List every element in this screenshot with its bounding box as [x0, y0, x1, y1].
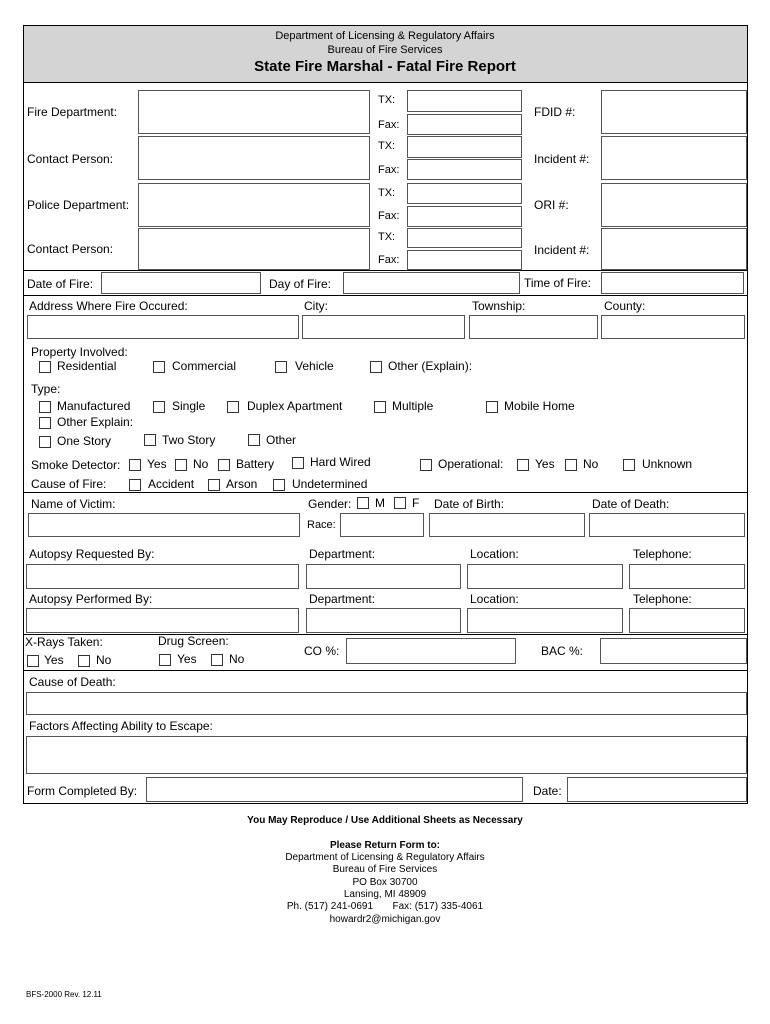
divider: [24, 670, 747, 671]
return-city: Lansing, MI 48909: [343, 889, 427, 900]
property-involved-label: Property Involved:: [31, 345, 128, 359]
multiple-label: Multiple: [392, 399, 434, 413]
day-of-fire-input[interactable]: [343, 272, 520, 294]
factors-input[interactable]: [26, 736, 747, 774]
contact-person-label: Contact Person:: [27, 152, 114, 166]
smoke-yes-checkbox[interactable]: [129, 459, 141, 471]
fax-input[interactable]: [407, 159, 522, 180]
co-input[interactable]: [346, 638, 516, 664]
gender-m-label: M: [375, 496, 385, 510]
two-story-label: Two Story: [162, 433, 216, 447]
ori-input[interactable]: [601, 183, 747, 227]
accident-label: Accident: [148, 477, 195, 491]
cause-of-fire-label: Cause of Fire:: [31, 477, 107, 491]
drug-no-checkbox[interactable]: [211, 654, 223, 666]
divider: [24, 634, 747, 635]
tx-label: TX:: [378, 140, 396, 152]
race-label: Race:: [307, 519, 336, 531]
mobile-home-label: Mobile Home: [504, 399, 575, 413]
header-dept: Department of Licensing & Regulatory Affairs: [275, 30, 495, 42]
time-of-fire-input[interactable]: [601, 272, 744, 294]
commercial-checkbox[interactable]: [153, 361, 165, 373]
autopsy-performed-label: Autopsy Performed By:: [29, 592, 153, 606]
drug-no-label: No: [229, 652, 245, 666]
county-input[interactable]: [601, 315, 745, 339]
date-of-birth-label: Date of Birth:: [434, 497, 505, 511]
operational-no-checkbox[interactable]: [565, 459, 577, 471]
operational-yes-checkbox[interactable]: [517, 459, 529, 471]
department-input[interactable]: [306, 608, 461, 633]
residential-label: Residential: [57, 359, 117, 373]
other-label: Other: [266, 433, 297, 447]
tx-input[interactable]: [407, 136, 522, 158]
location-label: Location:: [470, 592, 519, 606]
location-input[interactable]: [467, 564, 623, 589]
tx-input[interactable]: [407, 183, 522, 204]
gender-m-checkbox[interactable]: [357, 497, 369, 509]
telephone-input[interactable]: [629, 564, 745, 589]
divider: [24, 270, 747, 271]
arson-label: Arson: [226, 477, 258, 491]
police-department-input[interactable]: [138, 183, 370, 227]
telephone-label: Telephone:: [633, 547, 692, 561]
fire-department-label: Fire Department:: [27, 105, 118, 119]
other-type-label: Other Explain:: [57, 415, 134, 429]
return-email: howardr2@michigan.gov: [329, 914, 441, 925]
department-label: Department:: [309, 592, 376, 606]
other-explain-checkbox[interactable]: [370, 361, 382, 373]
unknown-checkbox[interactable]: [623, 459, 635, 471]
location-label: Location:: [470, 547, 519, 561]
autopsy-performed-input[interactable]: [26, 608, 299, 633]
two-story-checkbox[interactable]: [144, 434, 156, 446]
contact-person-input[interactable]: [138, 228, 370, 270]
bac-label: BAC %:: [541, 644, 584, 658]
drug-yes-label: Yes: [177, 652, 197, 666]
header-bureau: Bureau of Fire Services: [327, 44, 443, 56]
drug-yes-checkbox[interactable]: [159, 654, 171, 666]
fire-department-input[interactable]: [138, 90, 370, 134]
contact-person-label: Contact Person:: [27, 242, 114, 256]
operational-label: Operational:: [438, 457, 504, 471]
one-story-label: One Story: [57, 434, 112, 448]
autopsy-requested-label: Autopsy Requested By:: [29, 547, 155, 561]
drug-screen-label: Drug Screen:: [158, 634, 229, 648]
telephone-input[interactable]: [629, 608, 745, 633]
manufactured-label: Manufactured: [57, 399, 131, 413]
gender-f-checkbox[interactable]: [394, 497, 406, 509]
duplex-apartment-label: Duplex Apartment: [247, 399, 343, 413]
fax-label: Fax:: [378, 254, 400, 266]
tx-input[interactable]: [407, 228, 522, 248]
single-checkbox[interactable]: [153, 401, 165, 413]
form-completed-by-input[interactable]: [146, 777, 523, 802]
tx-label: TX:: [378, 231, 396, 243]
divider: [24, 295, 747, 296]
fax-label: Fax:: [378, 164, 400, 176]
return-bureau: Bureau of Fire Services: [332, 864, 438, 875]
hard-wired-checkbox[interactable]: [292, 457, 304, 469]
date-input[interactable]: [567, 777, 747, 802]
undetermined-label: Undetermined: [292, 477, 368, 491]
x-rays-label: X-Rays Taken:: [25, 635, 103, 649]
residential-checkbox[interactable]: [39, 361, 51, 373]
incident-input[interactable]: [601, 136, 747, 180]
return-dept: Department of Licensing & Regulatory Affairs: [285, 852, 485, 863]
cause-of-death-label: Cause of Death:: [29, 675, 116, 689]
fax-input[interactable]: [407, 114, 522, 135]
department-label: Department:: [309, 547, 376, 561]
tx-label: TX:: [378, 187, 396, 199]
police-department-label: Police Department:: [27, 198, 130, 212]
fax-label: Fax:: [378, 119, 400, 131]
multiple-checkbox[interactable]: [374, 401, 386, 413]
township-input[interactable]: [469, 315, 598, 339]
location-input[interactable]: [467, 608, 623, 633]
gender-f-label: F: [412, 496, 420, 510]
x-rays-yes-label: Yes: [44, 653, 64, 667]
day-of-fire-label: Day of Fire:: [269, 277, 332, 291]
bac-input[interactable]: [600, 638, 747, 664]
return-heading: Please Return Form to:: [329, 840, 441, 851]
tx-label: TX:: [378, 94, 396, 106]
duplex-apartment-checkbox[interactable]: [227, 401, 239, 413]
township-label: Township:: [472, 299, 526, 313]
hard-wired-label: Hard Wired: [310, 455, 371, 469]
gender-label: Gender:: [308, 497, 352, 511]
single-label: Single: [172, 399, 206, 413]
incident-label: Incident #:: [534, 243, 590, 257]
form-completed-by-label: Form Completed By:: [27, 784, 138, 798]
manufactured-checkbox[interactable]: [39, 401, 51, 413]
vehicle-label: Vehicle: [295, 359, 334, 373]
operational-yes-label: Yes: [535, 457, 555, 471]
cause-of-death-input[interactable]: [26, 692, 747, 715]
fdid-input[interactable]: [601, 90, 747, 134]
city-label: City:: [304, 299, 328, 313]
factors-label: Factors Affecting Ability to Escape:: [29, 719, 213, 733]
name-of-victim-input[interactable]: [28, 513, 300, 537]
address-label: Address Where Fire Occured:: [29, 299, 188, 313]
address-input[interactable]: [27, 315, 299, 339]
one-story-checkbox[interactable]: [39, 436, 51, 448]
incident-label: Incident #:: [534, 152, 590, 166]
vehicle-checkbox[interactable]: [275, 361, 287, 373]
tx-input[interactable]: [407, 90, 522, 112]
reproduce-note: You May Reproduce / Use Additional Sheets as Necessary: [247, 815, 523, 826]
city-input[interactable]: [302, 315, 465, 339]
operational-no-label: No: [583, 457, 599, 471]
page-title: State Fire Marshal - Fatal Fire Report: [254, 58, 516, 75]
commercial-label: Commercial: [172, 359, 237, 373]
date-of-death-label: Date of Death:: [592, 497, 670, 511]
unknown-label: Unknown: [642, 457, 693, 471]
type-label: Type:: [31, 382, 61, 396]
date-of-birth-input[interactable]: [429, 513, 585, 537]
telephone-label: Telephone:: [633, 592, 692, 606]
ori-label: ORI #:: [534, 198, 569, 212]
x-rays-no-checkbox[interactable]: [78, 655, 90, 667]
smoke-no-checkbox[interactable]: [175, 459, 187, 471]
smoke-no-label: No: [193, 457, 209, 471]
divider: [24, 492, 747, 493]
date-label: Date:: [533, 784, 562, 798]
date-of-fire-input[interactable]: [101, 272, 261, 294]
x-rays-no-label: No: [96, 653, 112, 667]
contact-person-input[interactable]: [138, 136, 370, 180]
smoke-yes-label: Yes: [147, 457, 167, 471]
department-input[interactable]: [306, 564, 461, 589]
county-label: County:: [604, 299, 646, 313]
time-of-fire-label: Time of Fire:: [524, 276, 591, 290]
undetermined-checkbox[interactable]: [273, 479, 285, 491]
operational-checkbox[interactable]: [420, 459, 432, 471]
fdid-label: FDID #:: [534, 105, 576, 119]
battery-checkbox[interactable]: [218, 459, 230, 471]
mobile-home-checkbox[interactable]: [486, 401, 498, 413]
arson-checkbox[interactable]: [208, 479, 220, 491]
date-of-death-input[interactable]: [589, 513, 745, 537]
return-po-box: PO Box 30700: [352, 877, 418, 888]
return-phone: Ph. (517) 241-0691 Fax: (517) 335-4061: [286, 901, 484, 912]
fax-label: Fax:: [378, 210, 400, 222]
name-of-victim-label: Name of Victim:: [31, 497, 116, 511]
incident-input[interactable]: [601, 228, 747, 270]
autopsy-requested-input[interactable]: [26, 564, 299, 589]
fax-input[interactable]: [407, 250, 522, 270]
smoke-detector-label: Smoke Detector:: [31, 458, 121, 472]
accident-checkbox[interactable]: [129, 479, 141, 491]
other-explain-label: Other (Explain):: [388, 359, 473, 373]
race-input[interactable]: [340, 513, 424, 537]
form-revision: BFS-2000 Rev. 12.11: [26, 990, 102, 999]
other-checkbox[interactable]: [248, 434, 260, 446]
date-of-fire-label: Date of Fire:: [27, 277, 94, 291]
battery-label: Battery: [236, 457, 275, 471]
co-label: CO %:: [304, 644, 340, 658]
other-type-checkbox[interactable]: [39, 417, 51, 429]
x-rays-yes-checkbox[interactable]: [27, 655, 39, 667]
fax-input[interactable]: [407, 206, 522, 227]
